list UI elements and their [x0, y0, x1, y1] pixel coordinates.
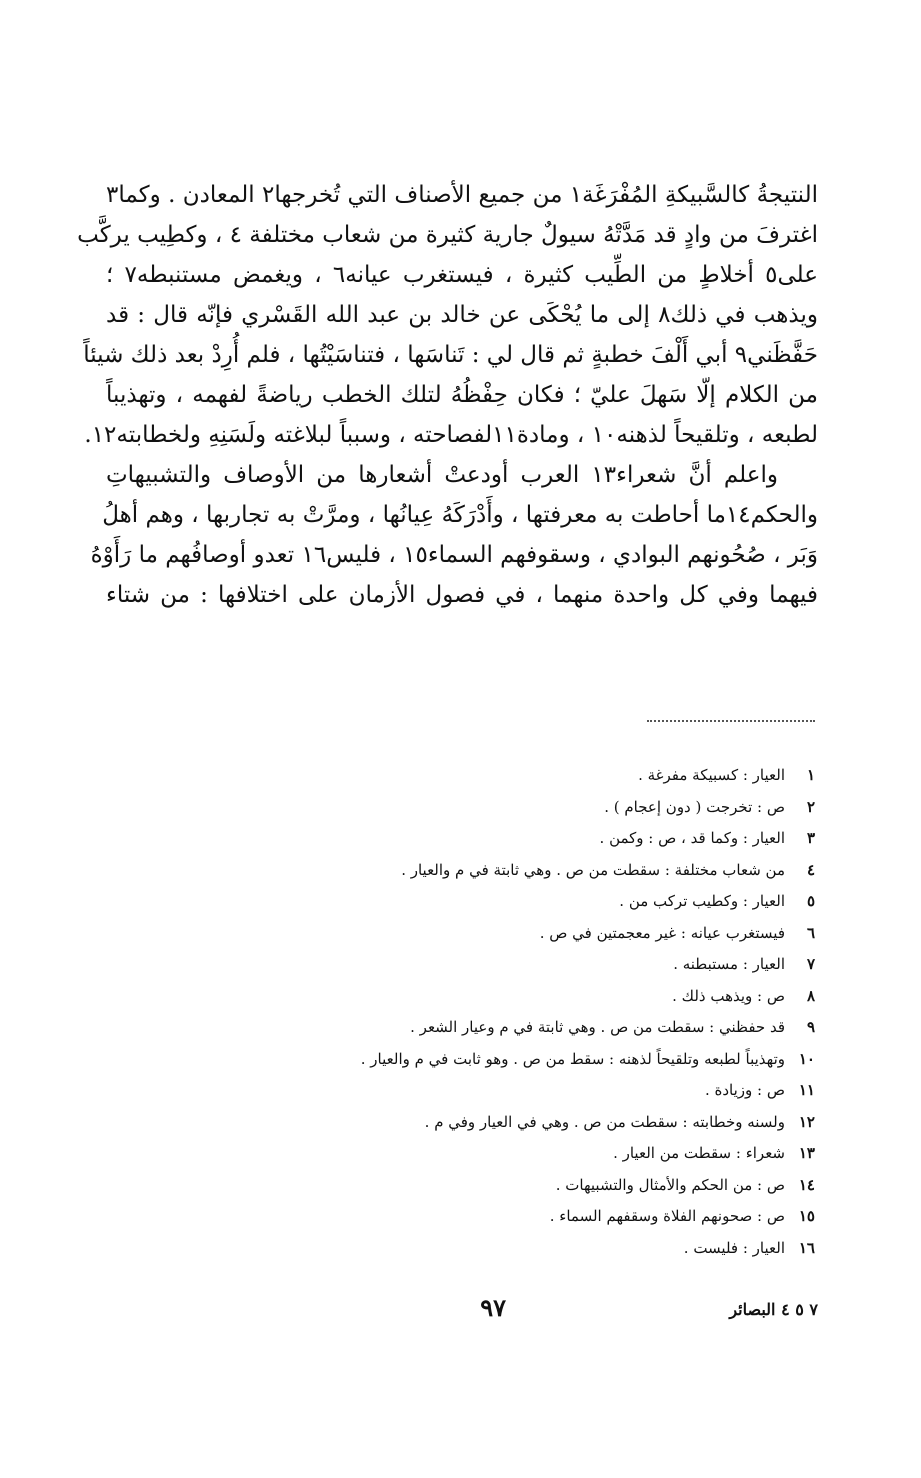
text-line: ويذهب في ذلك٨ إلى ما يُحْكَى عن خالد بن عبد الله القَسْري فإنّه قال : قد — [106, 302, 818, 328]
footnote-item — [165, 760, 815, 792]
text-line: وَبَر ، صُحُونهم البوادي ، وسقوفهم السماء١٥ ، فليس١٦ تعدو أوصافُهم ما رَأَوْهُ — [90, 542, 818, 568]
page-footer — [106, 1295, 818, 1325]
footnote-number: ١٥ — [798, 1207, 815, 1225]
footnote-text: ص : ويذهب ذلك . — [672, 986, 785, 1005]
footnote-item — [165, 918, 815, 950]
footnote-text: وتهذيباً لطبعه وتلقيحاً لذهنه : سقط من ص . وهو ثابت في م والعيار . — [360, 1049, 785, 1068]
text-line: لطبعه ، وتلقيحاً لذهنه١٠ ، ومادة١١لفصاحته ، وسبباً لبلاغته ولَسَنِهِ ولخطابته١٢. — [84, 422, 818, 448]
footnote-number: ١٤ — [798, 1175, 815, 1194]
footnote-text: العيار : وكما قد ، ص : وكمن . — [599, 829, 785, 847]
footnote-item — [165, 1012, 815, 1044]
footnote-item — [165, 981, 815, 1013]
footnote-item — [165, 1138, 815, 1170]
page-number: ٩٧ — [480, 1293, 506, 1322]
footnote-text: العيار : مستبطنه . — [673, 955, 785, 973]
footnote-number: ٦ — [806, 923, 815, 942]
main-text — [77, 175, 819, 615]
footnote-text: ص : صحونهم الفلاة وسقفهم السماء . — [549, 1207, 785, 1225]
footnote-text: ص : تخرجت ( دون إعجام ) . — [604, 797, 785, 816]
text-line: على٥ أخلاطٍ من الطِّيب كثيرة ، فيستغرب عيانه٦ ، ويغمض مستنبطه٧ ؛ — [106, 262, 819, 288]
footnote-text: ص : وزيادة . — [704, 1081, 785, 1099]
footnote-number: ٤ — [806, 860, 815, 879]
footnotes-list — [165, 760, 815, 1264]
footnote-number: ٩ — [806, 1018, 815, 1036]
footnote-number: ٧ — [806, 955, 815, 973]
footnote-number: ٢ — [806, 797, 815, 816]
footnote-item — [165, 823, 815, 855]
footnote-text: شعراء : سقطت من العيار . — [613, 1144, 785, 1162]
text-line: واعلم أنَّ شعراء١٣ العرب أودعتْ أشعارها من الأوصاف والتشبيهاتِ — [106, 462, 779, 488]
footnote-item — [165, 886, 815, 918]
footnote-item — [165, 1044, 815, 1076]
footnote-number: ١١ — [798, 1081, 815, 1099]
footnote-item — [165, 792, 815, 824]
footnote-number: ١٢ — [798, 1112, 815, 1131]
footnote-item — [165, 1170, 815, 1202]
footnote-text: من شعاب مختلفة : سقطت من ص . وهي ثابتة في م والعيار . — [401, 860, 785, 879]
footnote-text: العيار : وكطيب تركب من . — [619, 892, 785, 910]
footnote-text: العيار : كسبيكة مفرغة . — [638, 766, 785, 784]
footnote-item — [165, 855, 815, 887]
footnote-text: ص : من الحكم والأمثال والتشبيهات . — [555, 1175, 785, 1194]
footnote-number: ١٠ — [798, 1049, 815, 1068]
footnote-number: ٣ — [806, 829, 815, 847]
footnote-item — [165, 949, 815, 981]
footnote-item — [165, 1233, 815, 1265]
footnote-number: ٨ — [806, 986, 815, 1005]
footnote-number: ١ — [806, 766, 815, 784]
footnote-text: ولسنه وخطابته : سقطت من ص . وهي في العيار وفي م . — [424, 1112, 785, 1131]
text-line: حَفَّظَني٩ أبي أَلْفَ خطبةٍ ثم قال لي : تَناسَها ، فتناسَيْتُها ، فلم أُرِدْ بعد ذلك شيئاً — [83, 342, 818, 368]
footnote-text: العيار : فليست . — [683, 1238, 785, 1257]
footnote-item — [165, 1201, 815, 1233]
footnote-divider — [647, 720, 815, 722]
footnote-item — [165, 1107, 815, 1139]
footnote-number: ١٣ — [798, 1144, 815, 1162]
text-line: اغترفَ من وادٍ قد مَدَّتْهُ سيولٌ جارية كثيرة من شعاب مختلفة ٤ ، وكطِيب يركَّب — [77, 222, 818, 248]
footnote-number: ٥ — [806, 892, 815, 910]
footnote-number: ١٦ — [798, 1238, 815, 1257]
text-line: والحكم١٤ما أحاطت به معرفتها ، وأَدْرَكَهُ عِيانُها ، ومرَّتْ به تجاربها ، وهم أهلُ — [102, 502, 818, 528]
footnote-item — [165, 1075, 815, 1107]
text-line: فيهما وفي كل واحدة منهما ، في فصول الأزمان على اختلافها : من شتاء — [106, 582, 818, 608]
footnote-text: فيستغرب عيانه : غير معجمتين في ص . — [539, 923, 785, 942]
text-line: النتيجةُ كالسَّبيكةِ المُفْرَغَة١ من جميع الأصناف التي تُخرجها٢ المعادن . وكما٣ — [106, 182, 818, 208]
signature-mark: ٧ ٥ ٤ البصائر — [729, 1300, 818, 1319]
text-line: من الكلام إلّا سَهلَ عليّ ؛ فكان حِفْظُهُ لتلك الخطب رياضةً لفهمه ، وتهذيباً — [106, 382, 818, 408]
footnote-text: قد حفظني : سقطت من ص . وهي ثابتة في م وعيار الشعر . — [410, 1018, 785, 1036]
